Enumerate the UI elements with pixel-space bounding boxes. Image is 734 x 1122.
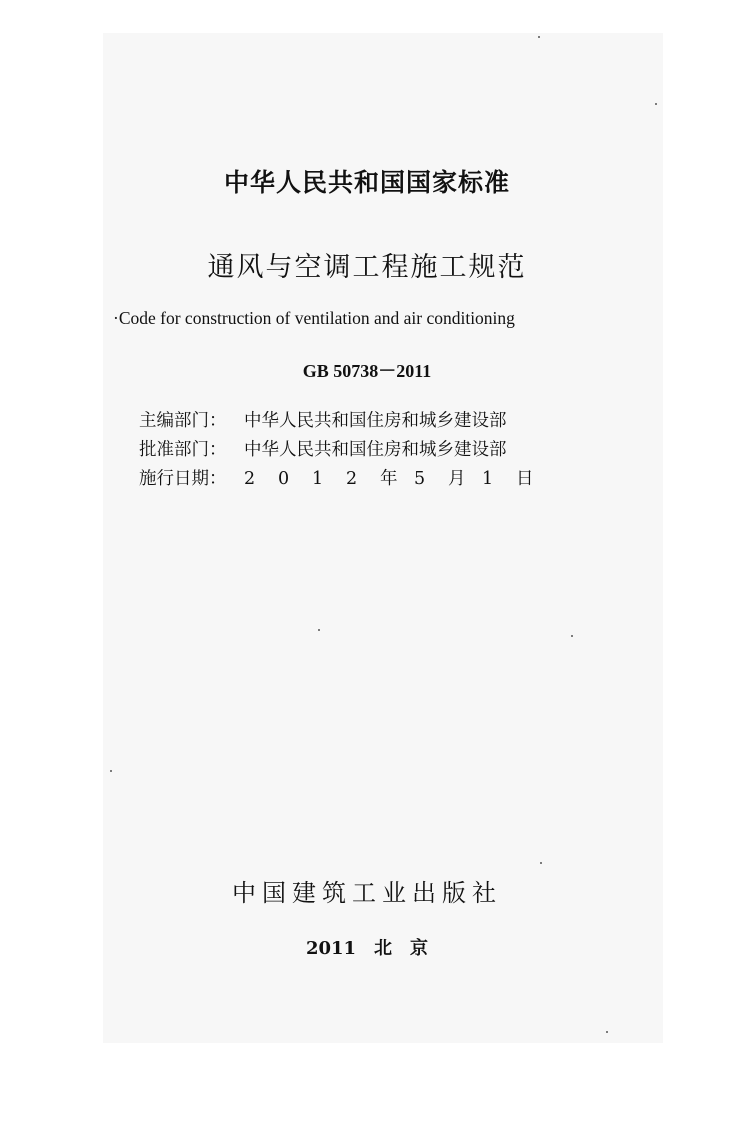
scan-speck xyxy=(655,103,657,105)
date-char: 月 xyxy=(448,469,466,489)
scan-speck xyxy=(318,629,320,631)
date-char: 日 xyxy=(516,469,534,489)
scan-speck xyxy=(571,635,573,637)
date-char: 年 xyxy=(380,469,398,489)
effective-date-value xyxy=(244,465,550,494)
scan-speck xyxy=(606,1031,608,1033)
editor-value: 中华人民共和国住房和城乡建设部 xyxy=(244,411,507,431)
approver-value: 中华人民共和国住房和城乡建设部 xyxy=(244,440,507,460)
approver-label: 批准部门： xyxy=(139,440,227,460)
scan-speck xyxy=(540,862,542,864)
effective-date-label: 施行日期： xyxy=(139,469,227,489)
scan-speck xyxy=(110,770,112,772)
editor-row xyxy=(139,407,550,436)
date-char: 2 xyxy=(346,469,358,489)
standard-metadata xyxy=(139,407,550,494)
effective-date-row xyxy=(139,465,550,494)
date-char: 5 xyxy=(414,469,426,489)
date-char: 1 xyxy=(482,469,494,489)
title-chinese: 通风与空调工程施工规范 xyxy=(207,252,527,283)
approver-row xyxy=(139,436,550,465)
date-char: 0 xyxy=(278,469,290,489)
date-char: 2 xyxy=(244,469,256,489)
standard-number: GB 50738－2011 xyxy=(302,361,432,381)
date-char: 1 xyxy=(312,469,324,489)
editor-label: 主编部门： xyxy=(139,411,227,431)
title-english: ·Code for construction of ventilation and air conditioning xyxy=(113,308,515,328)
publication-place-year: 2011 北 京 xyxy=(305,938,429,959)
scan-speck xyxy=(538,36,540,38)
standard-type-heading: 中华人民共和国国家标准 xyxy=(223,168,510,197)
publisher-name: 中国建筑工业出版社 xyxy=(232,879,502,907)
